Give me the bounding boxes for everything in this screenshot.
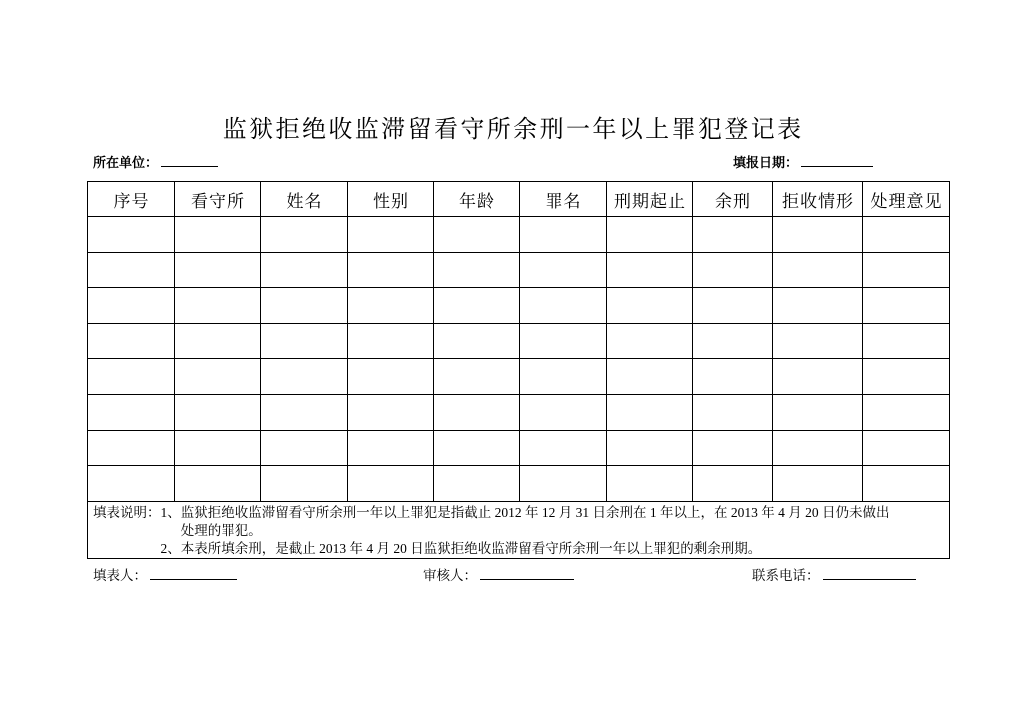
- instruction-number: 1、: [160, 504, 181, 520]
- table-cell-name: [261, 252, 348, 288]
- table-cell-handling-opinion: [863, 394, 950, 430]
- table-cell-remaining-sentence: [693, 288, 773, 324]
- table-cell-detention-center: [175, 394, 261, 430]
- table-cell-offense: [520, 430, 607, 466]
- reviewer-label: 审核人：: [423, 568, 477, 583]
- table-cell-rejection-circumstance: [773, 394, 863, 430]
- table-cell-sentence-period: [607, 252, 693, 288]
- table-cell-age: [434, 466, 520, 502]
- filling-instructions: [93, 504, 945, 558]
- column-header-remaining-sentence: 余刑: [693, 182, 773, 217]
- column-header-gender: 性别: [348, 182, 434, 217]
- table-cell-remaining-sentence: [693, 217, 773, 253]
- table-cell-handling-opinion: [863, 217, 950, 253]
- reviewer-blank-line: [480, 567, 574, 580]
- table-cell-name: [261, 394, 348, 430]
- column-header-serial-no: 序号: [88, 182, 175, 217]
- table-cell-gender: [348, 394, 434, 430]
- table-cell-remaining-sentence: [693, 466, 773, 502]
- table-cell-name: [261, 288, 348, 324]
- table-cell-serial-no: [88, 394, 175, 430]
- table-cell-offense: [520, 217, 607, 253]
- unit-blank-line: [161, 154, 218, 167]
- table-cell-rejection-circumstance: [773, 288, 863, 324]
- report-date-field: [733, 154, 873, 171]
- table-cell-detention-center: [175, 359, 261, 395]
- table-cell-handling-opinion: [863, 252, 950, 288]
- table-header-row: [88, 182, 950, 217]
- table-cell-age: [434, 323, 520, 359]
- filler-blank-line: [150, 567, 237, 580]
- table-cell-offense: [520, 466, 607, 502]
- table-cell-sentence-period: [607, 359, 693, 395]
- table-cell-gender: [348, 323, 434, 359]
- column-header-age: 年龄: [434, 182, 520, 217]
- table-row: [88, 466, 950, 502]
- table-cell-sentence-period: [607, 323, 693, 359]
- report-date-blank-line: [801, 154, 873, 167]
- table-cell-handling-opinion: [863, 359, 950, 395]
- table-cell-gender: [348, 217, 434, 253]
- table-cell-offense: [520, 359, 607, 395]
- table-cell-serial-no: [88, 252, 175, 288]
- table-row: [88, 394, 950, 430]
- column-header-offense: 罪名: [520, 182, 607, 217]
- table-cell-handling-opinion: [863, 323, 950, 359]
- table-cell-remaining-sentence: [693, 430, 773, 466]
- notes-cell: [88, 501, 950, 558]
- table-cell-detention-center: [175, 252, 261, 288]
- instruction-line: 处理的罪犯。: [180, 522, 262, 538]
- column-header-detention-center: 看守所: [175, 182, 261, 217]
- table-cell-detention-center: [175, 466, 261, 502]
- instruction-item: [161, 504, 890, 540]
- instruction-line: 监狱拒绝收监滞留看守所余刑一年以上罪犯是指截止 2012 年 12 月 31 日余刑在 1 年以上，在 2013 年 4 月 20 日仍未做出: [180, 504, 890, 520]
- form-title: 监狱拒绝收监滞留看守所余刑一年以上罪犯登记表: [222, 117, 804, 143]
- table-cell-name: [261, 217, 348, 253]
- table-cell-age: [434, 252, 520, 288]
- column-header-handling-opinion: 处理意见: [863, 182, 950, 217]
- report-date-label: 填报日期：: [733, 155, 799, 170]
- table-cell-age: [434, 217, 520, 253]
- table-cell-gender: [348, 252, 434, 288]
- table-cell-offense: [520, 323, 607, 359]
- table-cell-gender: [348, 430, 434, 466]
- contact-phone-label: 联系电话：: [752, 568, 820, 583]
- table-cell-name: [261, 323, 348, 359]
- unit-field: [93, 154, 218, 171]
- table-cell-gender: [348, 359, 434, 395]
- table-cell-offense: [520, 252, 607, 288]
- table-cell-gender: [348, 466, 434, 502]
- table-row: [88, 323, 950, 359]
- instruction-text: [181, 540, 762, 558]
- table-cell-serial-no: [88, 217, 175, 253]
- instruction-number: 2、: [160, 540, 181, 556]
- table-cell-sentence-period: [607, 430, 693, 466]
- table-row: [88, 430, 950, 466]
- unit-label: 所在单位：: [93, 155, 159, 170]
- column-header-name: 姓名: [261, 182, 348, 217]
- table-cell-sentence-period: [607, 217, 693, 253]
- table-cell-sentence-period: [607, 394, 693, 430]
- table-cell-name: [261, 359, 348, 395]
- table-cell-remaining-sentence: [693, 252, 773, 288]
- instructions-list: [161, 504, 890, 558]
- table-cell-age: [434, 394, 520, 430]
- table-cell-sentence-period: [607, 466, 693, 502]
- table-row: [88, 359, 950, 395]
- table-cell-rejection-circumstance: [773, 466, 863, 502]
- column-header-rejection-circumstance: 拒收情形: [773, 182, 863, 217]
- table-cell-name: [261, 466, 348, 502]
- table-cell-serial-no: [88, 466, 175, 502]
- instructions-label: 填表说明：: [93, 504, 161, 520]
- filler-label: 填表人：: [93, 568, 147, 583]
- table-cell-age: [434, 359, 520, 395]
- contact-phone-field: [752, 567, 916, 584]
- table-row: [88, 252, 950, 288]
- table-cell-remaining-sentence: [693, 394, 773, 430]
- instruction-item: [161, 540, 890, 558]
- table-cell-detention-center: [175, 217, 261, 253]
- table-cell-detention-center: [175, 430, 261, 466]
- table-cell-serial-no: [88, 288, 175, 324]
- filler-field: [93, 567, 237, 584]
- reviewer-field: [423, 567, 574, 584]
- table-cell-sentence-period: [607, 288, 693, 324]
- table-cell-serial-no: [88, 323, 175, 359]
- table-cell-age: [434, 288, 520, 324]
- table-cell-remaining-sentence: [693, 359, 773, 395]
- instruction-line: 本表所填余刑，是截止 2013 年 4 月 20 日监狱拒绝收监滞留看守所余刑一年以上罪犯的剩余刑期。: [180, 540, 762, 556]
- table-cell-age: [434, 430, 520, 466]
- table-cell-remaining-sentence: [693, 323, 773, 359]
- contact-phone-blank-line: [823, 567, 916, 580]
- table-row: [88, 288, 950, 324]
- table-cell-serial-no: [88, 359, 175, 395]
- table-cell-gender: [348, 288, 434, 324]
- registration-table: [87, 181, 950, 559]
- notes-row: [88, 501, 950, 558]
- table-cell-offense: [520, 394, 607, 430]
- table-cell-rejection-circumstance: [773, 217, 863, 253]
- table-cell-rejection-circumstance: [773, 359, 863, 395]
- table-cell-detention-center: [175, 323, 261, 359]
- table-cell-rejection-circumstance: [773, 323, 863, 359]
- table-cell-detention-center: [175, 288, 261, 324]
- table-cell-handling-opinion: [863, 466, 950, 502]
- table-cell-serial-no: [88, 430, 175, 466]
- table-cell-name: [261, 430, 348, 466]
- column-header-sentence-period: 刑期起止: [607, 182, 693, 217]
- instruction-text: [181, 504, 890, 540]
- table-cell-offense: [520, 288, 607, 324]
- table-cell-handling-opinion: [863, 288, 950, 324]
- table-row: [88, 217, 950, 253]
- table-cell-rejection-circumstance: [773, 252, 863, 288]
- table-cell-handling-opinion: [863, 430, 950, 466]
- table-cell-rejection-circumstance: [773, 430, 863, 466]
